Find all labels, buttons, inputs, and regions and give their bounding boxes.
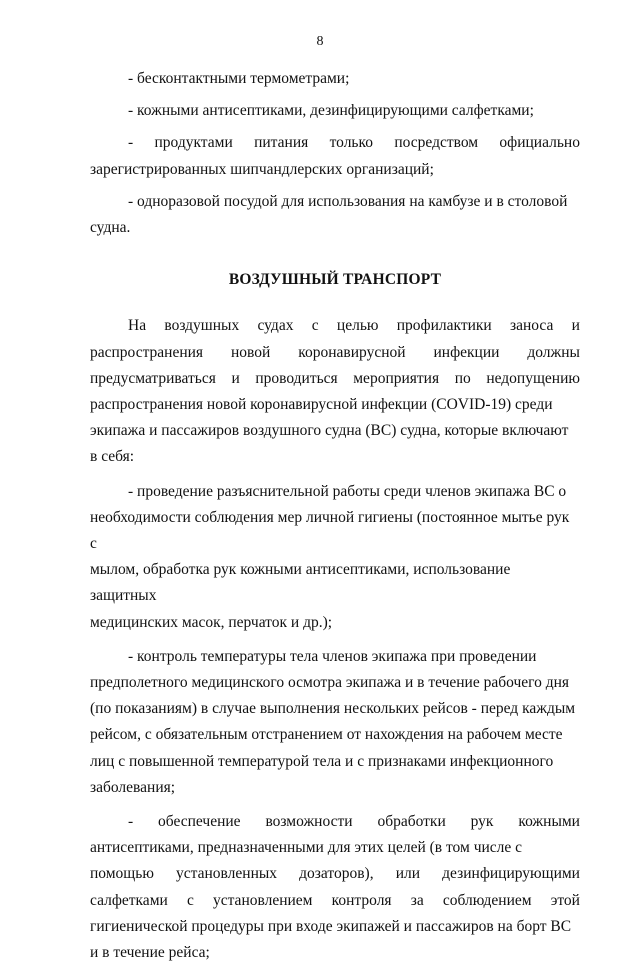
word: На — [128, 317, 147, 335]
word: судах — [257, 317, 294, 335]
measure-hand-treatment-line5: гигиенической процедуры при входе экипажей и пассажиров на борт ВС — [90, 917, 572, 935]
word: предусматриваться — [90, 369, 216, 387]
word: за — [410, 891, 424, 909]
word: соблюдением — [442, 891, 532, 909]
word: этой — [550, 891, 580, 909]
word: мероприятия — [353, 369, 440, 387]
list-item-antiseptics: - кожными антисептиками, дезинфицирующими салфетками; — [128, 102, 534, 120]
measure-temperature-line2: предполетного медицинского осмотра экипажа и в течение рабочего дня — [90, 674, 570, 692]
word: и — [571, 317, 580, 335]
measure-hand-treatment — [90, 809, 580, 966]
word: официально — [499, 134, 580, 152]
document-body — [90, 66, 580, 966]
measure-briefing-line3: мылом, обработка рук кожными антисептиками, использование защитных — [90, 561, 511, 605]
word: салфетками — [90, 891, 168, 909]
measure-briefing-line2: необходимости соблюдения мер личной гигиены (постоянное мытье рук с — [90, 508, 570, 553]
word: установлением — [212, 891, 313, 909]
word: должны — [527, 343, 580, 361]
word: по — [454, 369, 471, 387]
word: дезинфицирующими — [442, 865, 580, 883]
intro-line1 — [90, 313, 580, 339]
list-item-tableware-line1: - одноразовой посудой для использования на камбузе и в столовой — [128, 192, 568, 210]
measure-temperature-line6: заболевания; — [90, 778, 176, 796]
word: рук — [470, 813, 494, 831]
word: обработки — [377, 813, 446, 831]
list-item-tableware-line2: судна. — [90, 219, 131, 237]
intro-line5: экипажа и пассажиров воздушного судна (ВС) судна, которые включают — [90, 422, 569, 440]
word: недопущению — [486, 369, 580, 387]
word: и — [231, 369, 240, 387]
word: контроля — [331, 891, 392, 909]
word: питания — [254, 134, 309, 152]
word: проводиться — [255, 369, 338, 387]
word: инфекции — [433, 343, 500, 361]
word: воздушных — [164, 317, 240, 335]
word: возможности — [265, 813, 353, 831]
measure-temperature — [90, 644, 580, 801]
measure-temperature-line1: - контроль температуры тела членов экипажа при проведении — [128, 647, 537, 665]
word: дозаторов), — [299, 865, 374, 883]
intro-paragraph — [90, 313, 580, 470]
word: с — [311, 317, 319, 335]
measure-briefing-line4: медицинских масок, перчаток и др.); — [90, 613, 333, 631]
word: только — [329, 134, 373, 152]
word: заноса — [510, 317, 554, 335]
list-item-food-line2: зарегистрированных шипчандлерских организаций; — [90, 160, 434, 178]
word: - — [128, 134, 134, 152]
word: коронавирусной — [298, 343, 406, 361]
measure-hand-treatment-line6: и в течение рейса; — [90, 944, 210, 962]
word: продуктами — [154, 134, 233, 152]
measure-temperature-line3: (по показаниям) в случае выполнения нескольких рейсов - перед каждым — [90, 700, 576, 718]
page-number: 8 — [316, 34, 324, 49]
list-item-food — [90, 130, 580, 182]
word: кожными — [518, 813, 580, 831]
list-item-food-line1 — [90, 130, 580, 156]
measure-briefing-line1: - проведение разъяснительной работы среди членов экипажа ВС о — [128, 482, 567, 500]
intro-line4: распространения новой коронавирусной инфекции (COVID-19) среди — [90, 396, 553, 414]
intro-line3 — [90, 366, 580, 392]
word: помощью — [90, 865, 154, 883]
measure-briefing — [90, 479, 580, 636]
list-item-thermometers: - бесконтактными термометрами; — [128, 70, 350, 87]
measure-temperature-line5: лиц с повышенной температурой тела и с признаками инфекционного — [90, 752, 554, 770]
measure-hand-treatment-line2: антисептиками, предназначенными для этих целей (в том числе с — [90, 839, 523, 857]
word: профилактики — [396, 317, 492, 335]
word: - — [128, 813, 134, 831]
measure-temperature-line4: рейсом, с обязательным отстранением от нахождения на рабочем месте — [90, 726, 563, 744]
measure-hand-treatment-line4 — [90, 888, 580, 914]
word: распространения — [90, 343, 204, 361]
word: посредством — [394, 134, 479, 152]
word: с — [186, 891, 194, 909]
word: новой — [231, 343, 271, 361]
word: обеспечение — [158, 813, 241, 831]
word: или — [395, 865, 421, 883]
list-item-tableware — [90, 189, 580, 241]
word: установленных — [176, 865, 278, 883]
intro-line2 — [90, 340, 580, 366]
section-heading: ВОЗДУШНЫЙ ТРАНСПОРТ — [228, 271, 442, 289]
intro-line6: в себя: — [90, 448, 135, 466]
measure-hand-treatment-line3 — [90, 861, 580, 887]
word: целью — [336, 317, 379, 335]
measure-hand-treatment-line1 — [90, 809, 580, 835]
